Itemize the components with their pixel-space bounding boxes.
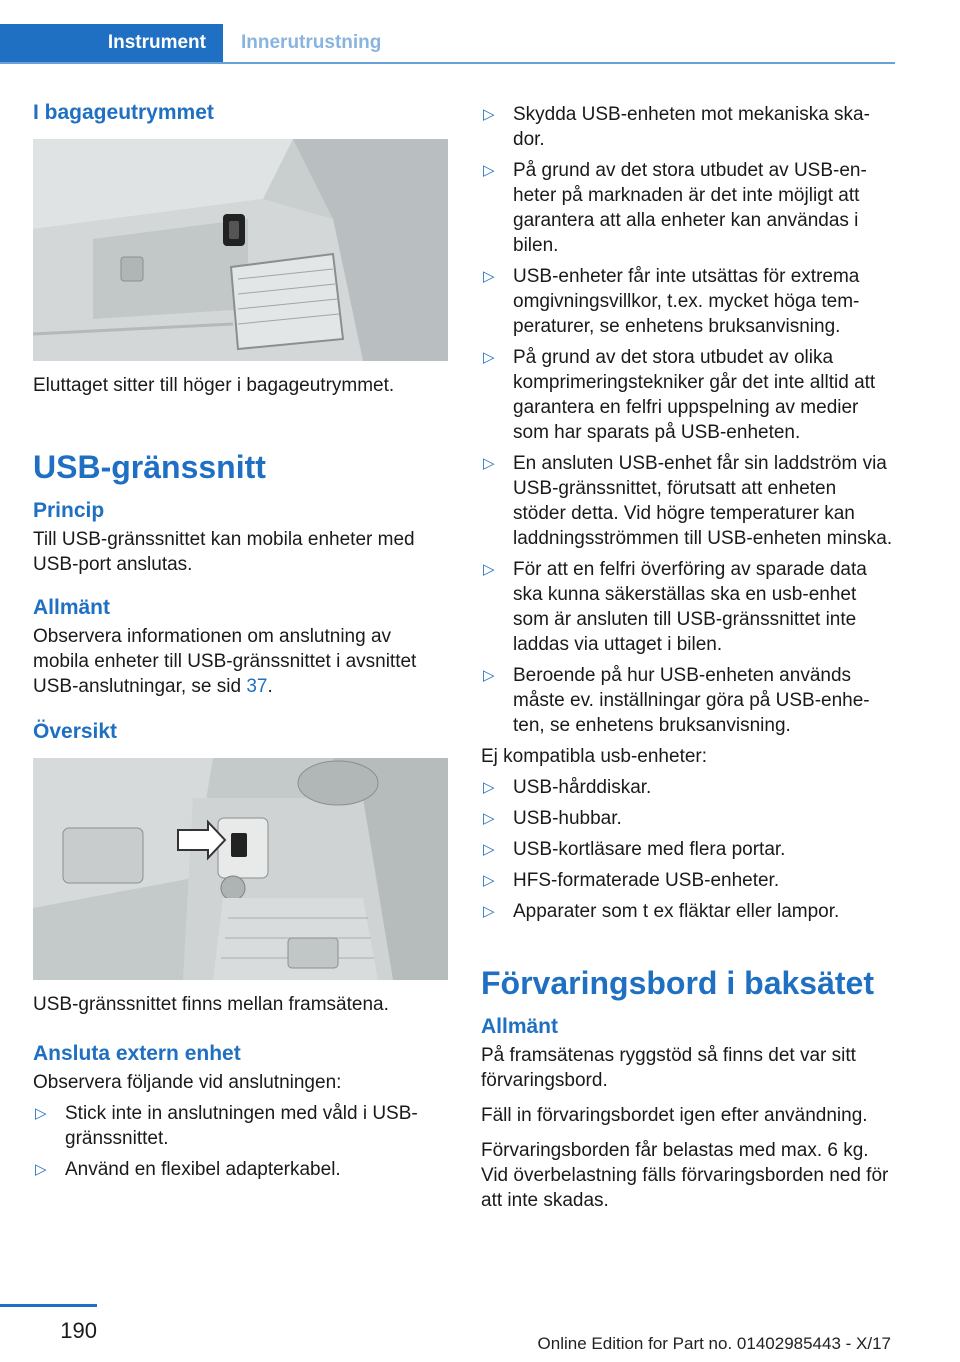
list-item: ▷ På grund av det stora utbudet av olika komprimeringstekniker går det inte alltid att garantera en felfri uppspelning av medier som har sparats på USB-enheten. bbox=[481, 345, 893, 445]
trunk-illustration bbox=[33, 139, 448, 361]
edition-footer: Online Edition for Part no. 01402985443 - X/17 bbox=[537, 1334, 891, 1353]
incompat-list bbox=[481, 775, 893, 924]
heading-usb: USB-gränssnitt bbox=[33, 449, 266, 485]
heading-princip: Princip bbox=[33, 499, 105, 522]
allmant-text bbox=[33, 624, 448, 699]
list-item: ▷ På grund av det stora utbudet av USB-enheter på marknaden är det inte möjligt att garantera att alla enheter kan användas i bilen. bbox=[481, 158, 893, 258]
list-item: ▷ Använd en flexibel adapterkabel. bbox=[33, 1157, 448, 1182]
heading-oversikt: Översikt bbox=[33, 720, 118, 743]
allmant-body: Observera informationen om anslutning av mobila enheter till USB-gränssnittet i avsnittet USB-anslutningar, se sid bbox=[33, 626, 417, 697]
allmant-period: . bbox=[267, 676, 273, 697]
forv-text-1: På framsätenas ryggstöd så finns det var sitt förvaringsbord. bbox=[481, 1045, 856, 1091]
right-column bbox=[481, 102, 893, 1223]
incompat-intro: Ej kompatibla usb-enheter: bbox=[481, 746, 708, 767]
forv-text-3: Förvaringsborden får belastas med max. 6 kg. Vid överbelastning fälls förvaringsborden ned för att inte skadas. bbox=[481, 1140, 889, 1211]
ansluta-list bbox=[33, 1101, 448, 1182]
usb-caution-list bbox=[481, 102, 893, 738]
list-item: ▷ HFS-formaterade USB-enheter. bbox=[481, 868, 893, 893]
list-item: ▷ USB-enheter får inte utsättas för extrema omgivningsvillkor, t.ex. mycket höga temperaturer, se enhetens bruksanvisning. bbox=[481, 264, 893, 339]
heading-ansluta: Ansluta extern enhet bbox=[33, 1042, 241, 1065]
list-item: ▷ Skydda USB-enheten mot mekaniska skador. bbox=[481, 102, 893, 152]
list-item: ▷ För att en felfri överföring av sparade data ska kunna säkerställas ska en usb-enhet som är ansluten till USB-gränssnittet inte laddas via uttaget i bilen. bbox=[481, 557, 893, 657]
list-item: ▷ Stick inte in anslutningen med våld i USB-gränssnittet. bbox=[33, 1101, 448, 1151]
trunk-caption: Eluttaget sitter till höger i bagageutrymmet. bbox=[33, 375, 395, 396]
console-photo bbox=[33, 758, 448, 980]
heading-forvaring: Förvaringsbord i baksätet bbox=[481, 965, 874, 1001]
heading-allmant-2: Allmänt bbox=[481, 1015, 559, 1038]
left-column bbox=[33, 100, 448, 1188]
list-item: ▷ Beroende på hur USB-enheten används måste ev. inställningar göra på USB-enheten, se enhetens bruksanvisning. bbox=[481, 663, 893, 738]
forv-text-2: Fäll in förvaringsbordet igen efter användning. bbox=[481, 1105, 868, 1126]
tab-innerutrustning[interactable] bbox=[241, 24, 381, 62]
page-link-37[interactable]: 37 bbox=[246, 676, 268, 697]
heading-allmant: Allmänt bbox=[33, 596, 111, 619]
list-item: ▷ Apparater som t ex fläktar eller lampor. bbox=[481, 899, 893, 924]
trunk-photo bbox=[33, 139, 448, 361]
footer-rule bbox=[0, 1304, 97, 1307]
heading-trunk: I bagageutrymmet bbox=[33, 101, 214, 124]
tab-instrument[interactable] bbox=[0, 24, 223, 62]
list-item: ▷ USB-hubbar. bbox=[481, 806, 893, 831]
chapter-tabs bbox=[0, 24, 895, 64]
list-item: ▷ USB-kortläsare med flera portar. bbox=[481, 837, 893, 862]
list-item: ▷ USB-hårddiskar. bbox=[481, 775, 893, 800]
oversikt-caption: USB-gränssnittet finns mellan framsätena. bbox=[33, 994, 389, 1015]
tab-innerutrustning-label: Innerutrustning bbox=[241, 32, 382, 53]
page-number: 190 bbox=[60, 1318, 97, 1343]
tab-instrument-label: Instrument bbox=[107, 32, 206, 53]
console-illustration bbox=[33, 758, 448, 980]
ansluta-text: Observera följande vid anslutningen: bbox=[33, 1072, 342, 1093]
princip-text: Till USB-gränssnittet kan mobila enheter med USB-port anslutas. bbox=[33, 529, 415, 575]
list-item: ▷ En ansluten USB-enhet får sin laddström via USB-gränssnittet, förutsatt att enheten stöder detta. Vid högre temperaturer kan laddningsströmmen till USB-enheten minska. bbox=[481, 451, 893, 551]
